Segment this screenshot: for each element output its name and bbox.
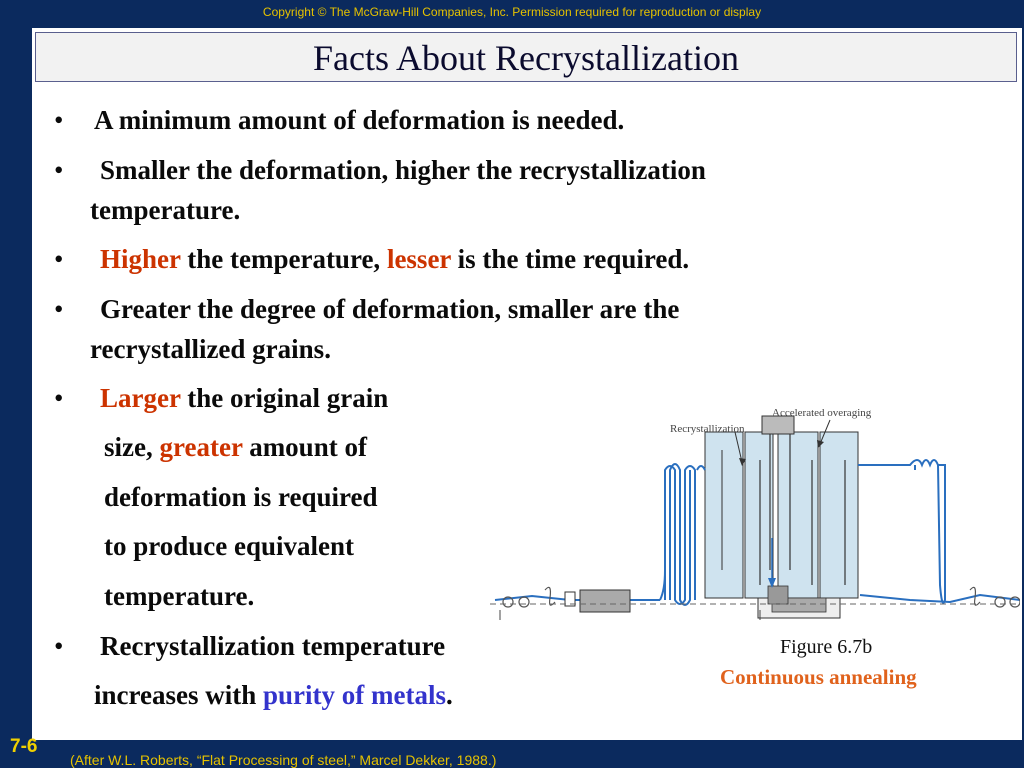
bullet-text: Greater the degree of deformation, smaller are the bbox=[100, 294, 680, 324]
highlight-greater: greater bbox=[159, 432, 243, 462]
bullet-text: temperature. bbox=[90, 195, 241, 225]
bullet-text-part: the temperature, bbox=[180, 244, 387, 274]
figure-credit: (After W.L. Roberts, “Flat Processing of steel,” Marcel Dekker, 1988.) bbox=[70, 752, 497, 768]
bullet-dot: • bbox=[54, 155, 64, 185]
continuous-annealing-diagram bbox=[460, 370, 1020, 620]
slide-content bbox=[32, 28, 1022, 740]
bullet-text: Smaller the deformation, higher the recrystallization bbox=[100, 155, 706, 185]
copyright-notice: Copyright © The McGraw-Hill Companies, Inc. Permission required for reproduction or display bbox=[262, 5, 762, 19]
figure-caption-title: Continuous annealing bbox=[720, 665, 917, 689]
bullet-text-part: increases with bbox=[94, 680, 263, 710]
highlight-purity: purity of metals bbox=[263, 680, 446, 710]
highlight-higher: Higher bbox=[100, 244, 181, 274]
bullet-text-part: size, bbox=[104, 432, 160, 462]
bullet-text-part: . bbox=[445, 680, 453, 710]
bullet-text bbox=[104, 427, 367, 467]
label-recrystallization: Recrystallization bbox=[670, 423, 745, 435]
highlight-larger: Larger bbox=[100, 383, 181, 413]
bullet-text-part: amount of bbox=[242, 432, 367, 462]
bullet-text bbox=[100, 239, 689, 279]
bullet-text bbox=[100, 378, 388, 418]
bullet-text: to produce equivalent bbox=[104, 531, 355, 561]
bullet-text-part: the original grain bbox=[180, 383, 389, 413]
page-number: 7-6 bbox=[10, 736, 38, 757]
bullet-dot: • bbox=[54, 383, 64, 413]
bullet-dot: • bbox=[54, 105, 64, 135]
label-accelerated-overaging: Accelerated overaging bbox=[772, 407, 872, 419]
bullet-text bbox=[94, 675, 453, 715]
furnace-chamber bbox=[820, 432, 858, 598]
bullet-text-part: is the time required. bbox=[450, 244, 690, 274]
bullet-text: A minimum amount of deformation is needed. bbox=[94, 105, 625, 135]
bullet-text: deformation is required bbox=[104, 482, 378, 512]
highlight-lesser: lesser bbox=[386, 244, 451, 274]
bullet-text: temperature. bbox=[104, 581, 255, 611]
bullet-dot: • bbox=[54, 631, 64, 661]
bullet-text: Recrystallization temperature bbox=[100, 631, 446, 661]
furnace-chamber bbox=[745, 432, 773, 598]
cleaning-section bbox=[580, 590, 630, 612]
slide-title: Facts About Recrystallization bbox=[35, 32, 1017, 82]
entry-accumulator bbox=[665, 464, 705, 605]
exit-accumulator bbox=[858, 460, 945, 603]
furnace-chamber bbox=[705, 432, 743, 598]
bullet-dot: • bbox=[54, 244, 64, 274]
bullet-dot: • bbox=[54, 294, 64, 324]
bullet-text: recrystallized grains. bbox=[90, 334, 331, 364]
figure-caption-number: Figure 6.7b bbox=[780, 636, 873, 658]
